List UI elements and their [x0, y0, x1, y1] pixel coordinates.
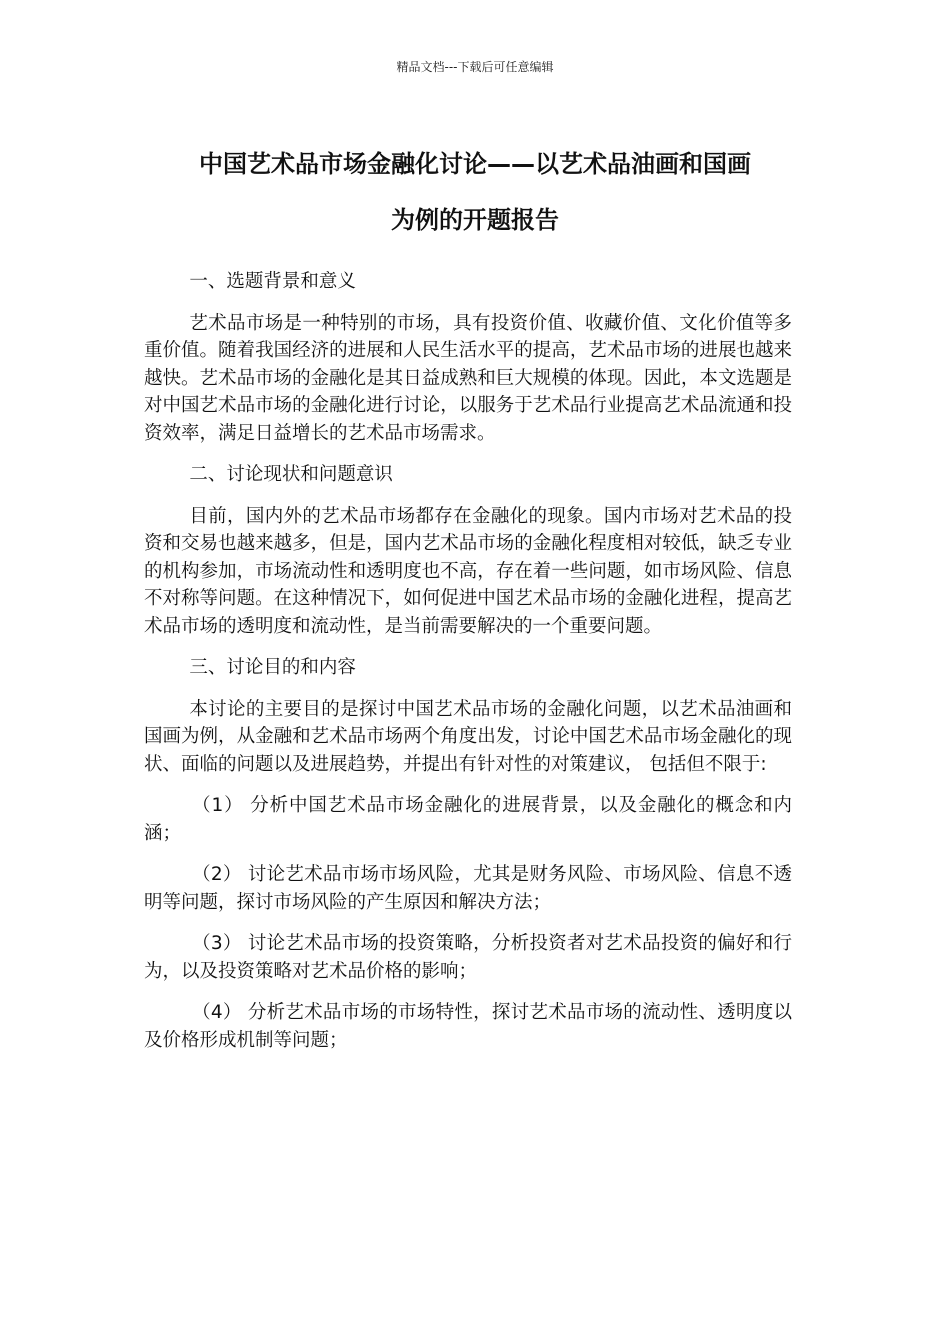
list-item: （2） 讨论艺术品市场市场风险，尤其是财务风险、市场风险、信息不透明等问题，探讨市场风险的产生原因和解决方法； — [144, 864, 792, 913]
list-item: （3） 讨论艺术品市场的投资策略，分析投资者对艺术品投资的偏好和行为，以及投资策略对艺术品价格的影响； — [144, 933, 792, 982]
list-item: （1） 分析中国艺术品市场金融化的进展背景，以及金融化的概念和内涵； — [144, 795, 792, 844]
document-body — [144, 268, 792, 1068]
title-line-1: 中国艺术品市场金融化讨论——以艺术品油画和国画 — [199, 150, 751, 178]
section-paragraph-status: 目前，国内外的艺术品市场都存在金融化的现象。国内市场对艺术品的投资和交易也越来越多，但是，国内艺术品市场的金融化程度相对较低，缺乏专业的机构参加，市场流动性和透明度也不高，存在着一些问题，如市场风险、信息不对称等问题。在这种情况下，如何促进中国艺术品市场的金融化进程，提高艺术品市场的透明度和流动性，是当前需要解决的一个重要问题。 — [144, 505, 792, 637]
section-heading-objectives: 三、讨论目的和内容 — [189, 657, 356, 678]
list-item: （4） 分析艺术品市场的市场特性，探讨艺术品市场的流动性、透明度以及价格形成机制等问题； — [144, 1002, 792, 1051]
section-paragraph-background: 艺术品市场是一种特别的市场，具有投资价值、收藏价值、文化价值等多重价值。随着我国经济的进展和人民生活水平的提高，艺术品市场的进展也越来越快。艺术品市场的金融化是其日益成熟和巨大规模的体现。因此，本文选题是对中国艺术品市场的金融化进行讨论，以服务于艺术品行业提高艺术品流通和投资效率，满足日益增长的艺术品市场需求。 — [144, 312, 792, 444]
section-heading-background: 一、选题背景和意义 — [189, 271, 356, 292]
document-title — [130, 136, 820, 248]
section-paragraph-objectives: 本讨论的主要目的是探讨中国艺术品市场的金融化问题，以艺术品油画和国画为例，从金融和艺术品市场两个角度出发，讨论中国艺术品市场金融化的现状、面临的问题以及进展趋势，并提出有针对性的对策建议， 包括但不限于: — [144, 698, 792, 775]
header-note: 精品文档---下载后可任意编辑 — [396, 60, 554, 74]
section-heading-status: 二、讨论现状和问题意识 — [189, 464, 393, 485]
title-line-2: 为例的开题报告 — [391, 206, 559, 234]
